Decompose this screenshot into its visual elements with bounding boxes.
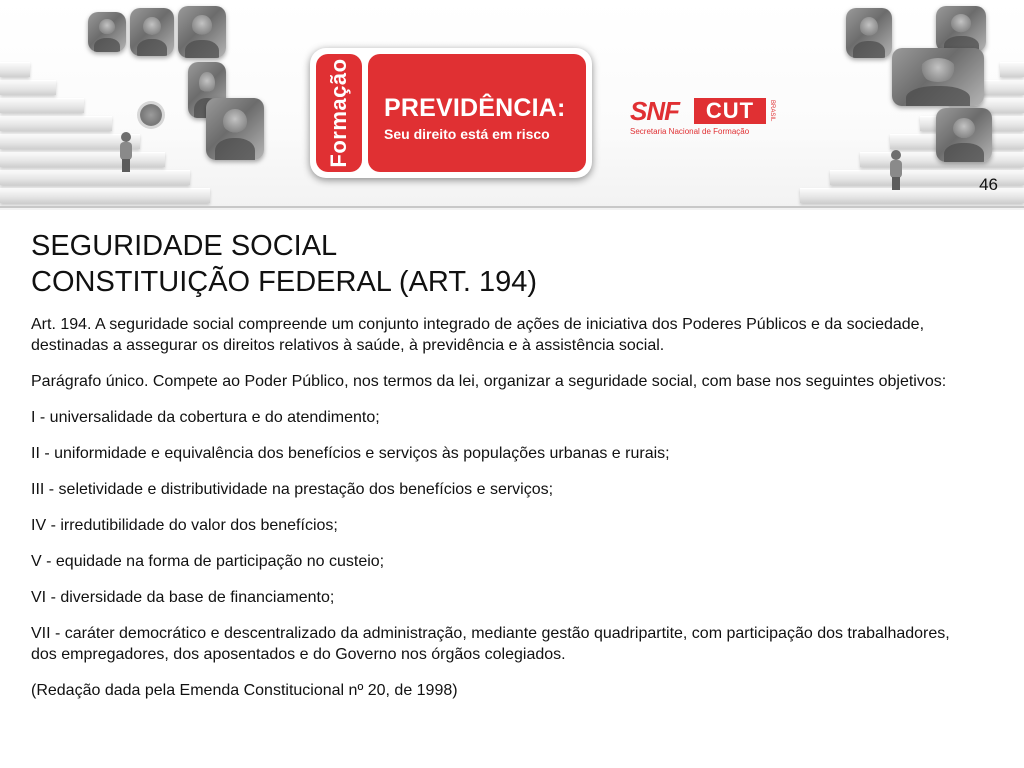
walking-figure-graphic xyxy=(888,150,904,190)
previdencia-title-panel xyxy=(368,54,586,172)
doctor-photo-tile xyxy=(846,8,892,58)
health-worker-photo-tile xyxy=(130,8,174,56)
objective-item-3: III - seletividade e distributividade na prestação dos benefícios e serviços; xyxy=(31,481,554,498)
objective-item-2: II - uniformidade e equivalência dos benefícios e serviços às populações urbanas e rurais; xyxy=(31,445,670,462)
woman-photo-tile xyxy=(936,108,992,162)
header-banner-area xyxy=(0,0,1024,210)
objective-item-1: I - universalidade da cobertura e do atendimento; xyxy=(31,409,380,426)
article-paragraph: Art. 194. A seguridade social compreende um conjunto integrado de ações de iniciativa dos Poderes Públicos e da sociedade, destinadas a assegurar os direitos relativos à saúde, à previdência e à assistência social. xyxy=(31,316,925,354)
amendment-note: (Redação dada pela Emenda Constitucional nº 20, de 1998) xyxy=(31,682,458,699)
objective-item-4: IV - irredutibilidade do valor dos benefícios; xyxy=(31,517,338,534)
article-body xyxy=(31,314,971,716)
slide-title-line-2: CONSTITUIÇÃO FEDERAL (ART. 194) xyxy=(31,266,537,298)
formacao-label: Formação xyxy=(326,58,351,168)
page-number: 46 xyxy=(979,175,998,194)
logo-caption: Secretaria Nacional de Formação xyxy=(630,127,750,136)
elderly-figure-graphic xyxy=(118,132,134,172)
slide-title xyxy=(31,228,991,300)
formacao-side-panel xyxy=(316,54,362,172)
logo-snf-text: SNF xyxy=(630,96,679,126)
sole-paragraph: Parágrafo único. Compete ao Poder Público, nos termos da lei, organizar a seguridade social, com base nos seguintes objetivos: xyxy=(31,373,947,390)
objective-item-6: VI - diversidade da base de financiamento; xyxy=(31,589,335,606)
previdencia-banner xyxy=(310,48,592,178)
children-photo-tile xyxy=(936,6,986,52)
logo-cut-text: CUT xyxy=(694,98,766,124)
classroom-photo-tile xyxy=(892,48,984,106)
family-photo-tile xyxy=(178,6,226,58)
slide-title-line-1: SEGURIDADE SOCIAL xyxy=(31,230,338,262)
header-divider xyxy=(0,206,1024,208)
objective-item-5: V - equidade na forma de participação no custeio; xyxy=(31,553,385,570)
banner-title: PREVIDÊNCIA: xyxy=(384,94,566,122)
farmer-photo-tile xyxy=(206,98,264,160)
objective-item-7: VII - caráter democrático e descentralizado da administração, mediante gestão quadripartite, com participação dos trabalhadores, dos empregadores, dos aposentados e do Governo nos órgãos colegiados. xyxy=(31,625,950,663)
worker-photo-tile xyxy=(88,12,126,52)
logo-brasil-text: BRASIL xyxy=(769,100,775,122)
snf-cut-logo xyxy=(630,96,780,140)
sun-graphic xyxy=(140,104,162,126)
banner-subtitle: Seu direito está em risco xyxy=(384,126,550,142)
